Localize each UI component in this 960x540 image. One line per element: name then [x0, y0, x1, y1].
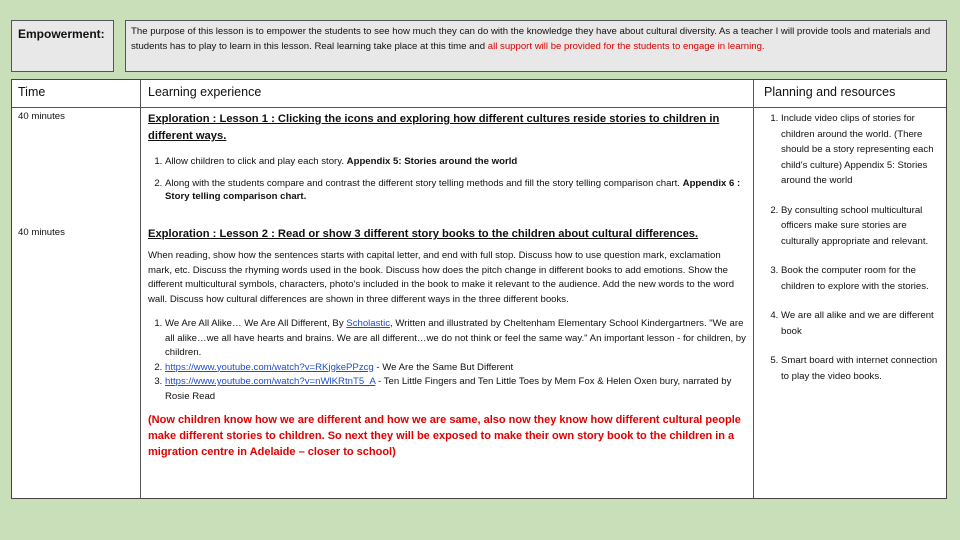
resource-list	[764, 111, 942, 384]
video-link-1[interactable]: https://www.youtube.com/watch?v=RKjgkePPzcg	[165, 361, 374, 373]
book-item: 1. We Are All Alike… We Are All Different, By Scholastic, Written and illustrated by Cheltenham Elementary School Kindergartners. "We are all alike…we all have hearts and brains. We are all different…we do not think or feel the same way." An important lesson - for children, by children.	[165, 317, 746, 361]
lesson-2-books	[148, 317, 746, 404]
lesson-1-steps	[148, 155, 746, 203]
resource-item: 5. Smart board with internet connection to play the video books.	[781, 353, 942, 384]
resource-item: 2. By consulting school multicultural officers make sure stories are culturally appropriate and relevant.	[781, 203, 942, 250]
resource-item: 1. Include video clips of stories for children around the world. (There should be a story representing each child's culture) Appendix 5: Stories around the world	[781, 111, 942, 189]
lesson-2	[148, 226, 746, 460]
lesson-2-note: (Now children know how we are different and how we are same, also now they know how different cultural people make different stories to children. So next they will be exposed to make their own story book to the children in a migration centre in Adelaide – closer to school)	[148, 414, 741, 458]
column-divider-1	[140, 80, 141, 498]
empowerment-description	[125, 20, 947, 72]
lesson-2-paragraph: When reading, show how the sentences starts with capital letter, and end with full stop. Discuss how to use question mark, exclamation mark, etc. Discuss the rhyming words used in the book. Discuss how does the pitch change in different books to add emotions. Show the different multicultural symbols, characters, photo's included in the book to make it relevant to the audience. Add the new words to the word wall. Discuss how cultural differences are shown in three different ways in the three different books.	[148, 250, 735, 305]
resource-item: 3. Book the computer room for the children to explore with the stories.	[781, 263, 942, 294]
header-planning-resources: Planning and resources	[764, 85, 896, 99]
time-lesson-2: 40 minutes	[18, 227, 65, 238]
resource-item: 4. We are all alike and we are different book	[781, 308, 942, 339]
book-item: 3. https://www.youtube.com/watch?v=nWlKRtnT5_A - Ten Little Fingers and Ten Little Toes by Mem Fox & Helen Oxen bury, narrated by Rosie Read	[165, 375, 746, 404]
column-divider-2	[753, 80, 754, 498]
book-item: 2. https://www.youtube.com/watch?v=RKjgkePPzcg - We Are the Same But Different	[165, 361, 746, 376]
empowerment-row	[11, 20, 947, 72]
scholastic-link[interactable]: Scholastic	[346, 318, 391, 329]
header-learning-experience: Learning experience	[148, 85, 262, 99]
empowerment-label: Empowerment:	[11, 20, 114, 72]
lesson-table	[11, 79, 947, 499]
lesson-1-step: 1. Allow children to click and play each story. Appendix 5: Stories around the world	[165, 155, 746, 168]
video-link-2[interactable]: https://www.youtube.com/watch?v=nWlKRtnT5_A	[165, 376, 376, 387]
lesson-1-step: 2. Along with the students compare and contrast the different story telling methods and fill the story telling comparison chart. Appendix 6 : Story telling comparison chart.	[165, 177, 746, 203]
lesson-2-title: Exploration : Lesson 2 : Read or show 3 different story books to the children about cultural differences.	[148, 228, 699, 240]
lesson-1	[148, 111, 746, 203]
lesson-1-title: Exploration : Lesson 1 : Clicking the icons and exploring how different cultures reside stories to children in different ways.	[148, 113, 720, 142]
header-divider	[12, 107, 946, 108]
time-lesson-1: 40 minutes	[18, 111, 65, 122]
planning-resources	[764, 111, 942, 398]
empowerment-text-red: all support will be provided for the students to engage in learning.	[487, 40, 765, 52]
empowerment-text: The purpose of this lesson is to empower the students to see how much they can do with the knowledge they have about cultural diversity. As a teacher I will provide tools and materials and students has to play to learn in this lesson. Real learning take place at this time and	[131, 26, 931, 52]
header-time: Time	[18, 85, 46, 99]
